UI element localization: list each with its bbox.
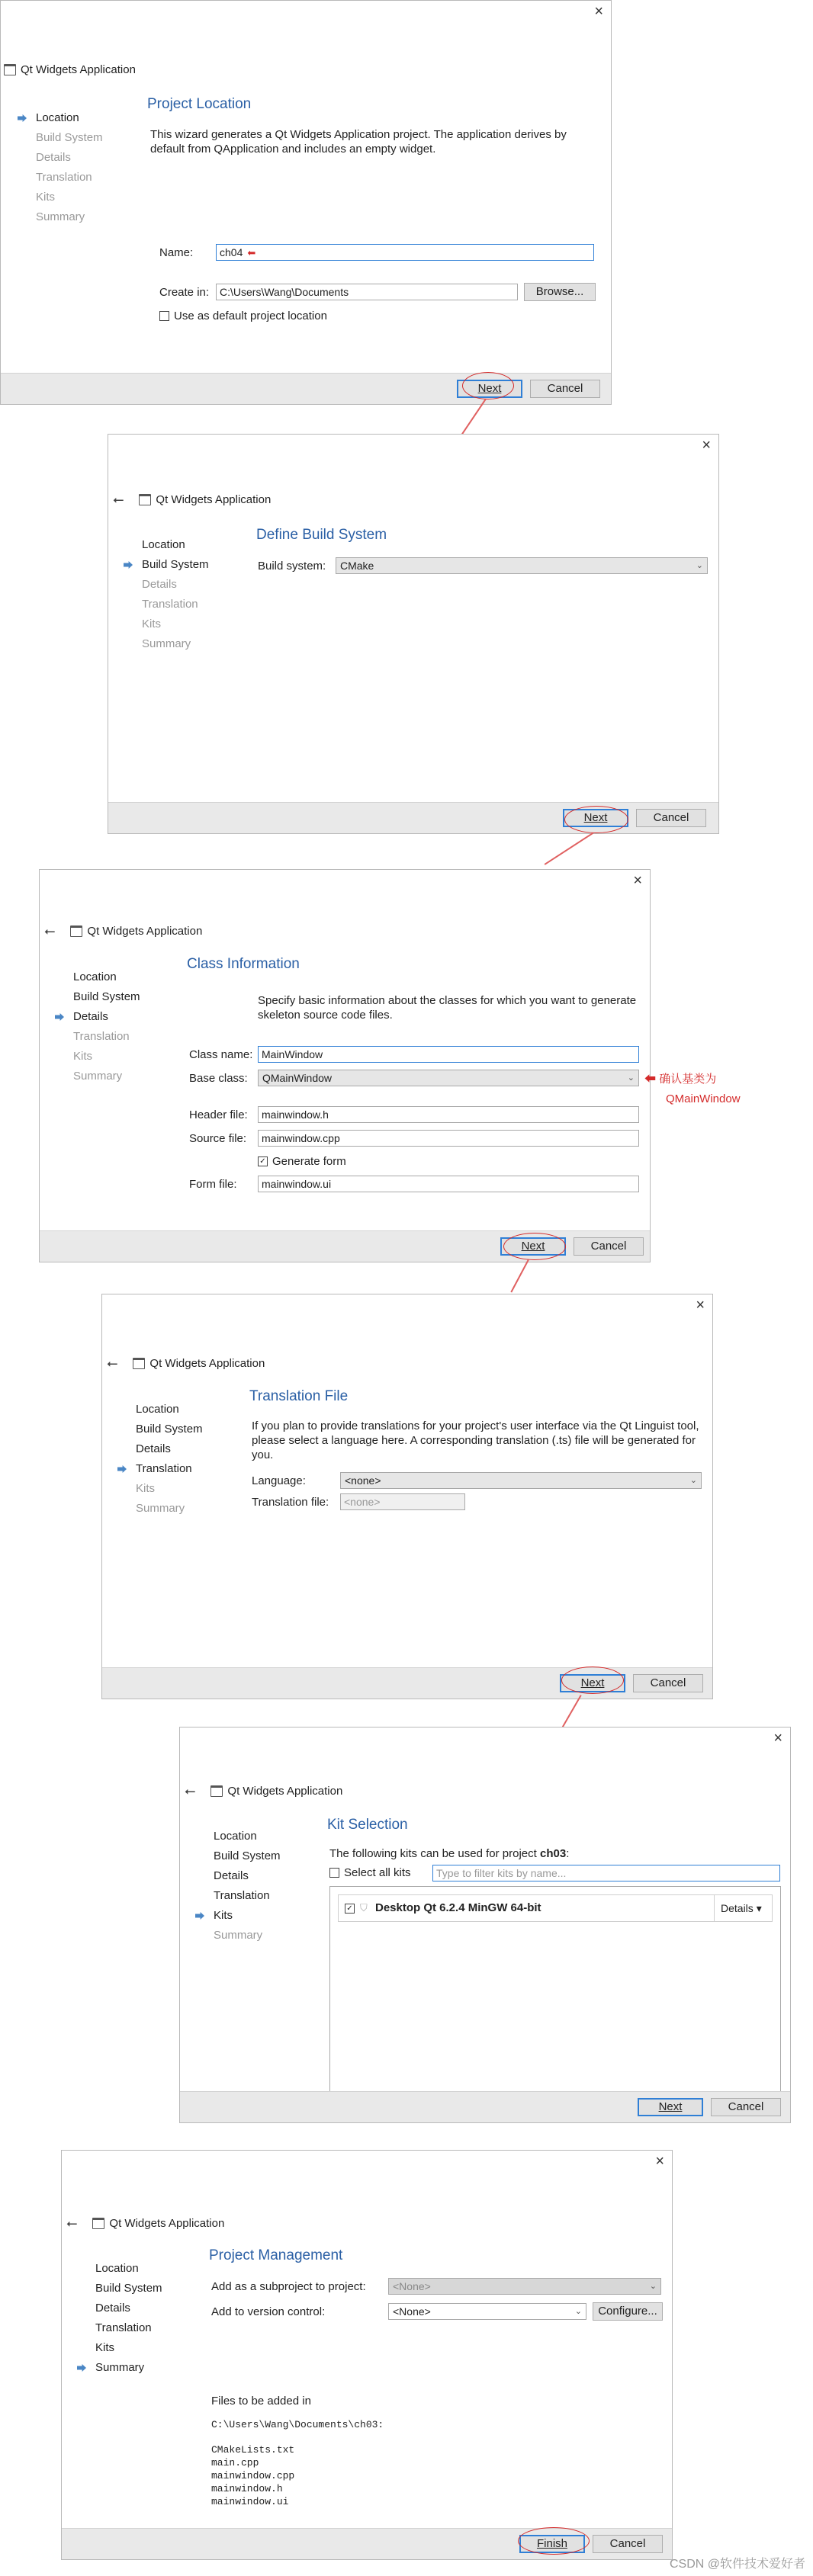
next-button[interactable]: Next	[638, 2098, 703, 2116]
step-details: Details	[36, 151, 71, 164]
app-icon	[92, 2218, 104, 2229]
chevron-down-icon: ⌄	[574, 2307, 582, 2316]
page-title: Class Information	[187, 956, 300, 972]
arrow-pointer-icon: ⬅	[644, 1073, 657, 1086]
step-translation: Translation	[142, 598, 198, 611]
watermark: CSDN @软件技术爱好者	[669, 2558, 805, 2571]
file-item: main.cpp	[211, 2457, 259, 2469]
app-title: Qt Widgets Application	[156, 493, 272, 506]
back-arrow-icon[interactable]: ⭠	[107, 1355, 118, 1371]
close-icon[interactable]: ×	[594, 3, 603, 20]
header-file-field[interactable]: mainwindow.h	[258, 1106, 639, 1123]
wizard-dialog-translation	[101, 1294, 713, 1699]
step-kits: Kits	[95, 2341, 115, 2354]
step-list	[122, 535, 209, 654]
build-system-label: Build system:	[258, 560, 326, 573]
step-kits: Kits	[142, 618, 162, 630]
step-kits: Kits	[194, 1906, 281, 1926]
chevron-down-icon: ⌄	[627, 1073, 635, 1083]
intro-text: This wizard generates a Qt Widgets Application project. The application derives by default from QApplication and includes an empty widget.	[150, 128, 567, 156]
version-control-select[interactable]: <None> ⌄	[388, 2303, 586, 2320]
translation-file-field: <none>	[340, 1493, 465, 1510]
step-list	[116, 1400, 203, 1519]
next-button[interactable]: Next	[560, 1674, 625, 1692]
create-in-field[interactable]: C:\Users\Wang\Documents	[216, 284, 518, 300]
step-summary: Summary	[36, 210, 85, 223]
translation-file-label: Translation file:	[252, 1496, 329, 1509]
step-details: Details	[136, 1442, 171, 1455]
class-name-label: Class name:	[189, 1048, 253, 1061]
default-location-checkbox[interactable]	[159, 310, 327, 322]
step-details: Details	[53, 1007, 140, 1027]
kit-checkbox[interactable]: ✓	[345, 1904, 355, 1914]
checkbox-label: Select all kits	[344, 1866, 411, 1879]
step-list	[16, 108, 103, 227]
step-location: Location	[73, 970, 117, 983]
page-title: Define Build System	[256, 527, 387, 543]
step-summary: Summary	[73, 1070, 123, 1083]
cancel-button[interactable]: Cancel	[711, 2098, 781, 2116]
files-heading: Files to be added in	[211, 2395, 311, 2408]
step-location: Location	[142, 538, 185, 551]
checkbox-label: Generate form	[272, 1155, 346, 1168]
kit-details-button[interactable]: Details ▾	[714, 1895, 772, 1921]
step-list	[194, 1827, 281, 1946]
wizard-dialog-kits	[179, 1727, 791, 2123]
annotation-circle	[503, 1233, 566, 1260]
step-build-system: Build System	[136, 1423, 203, 1436]
cancel-button[interactable]: Cancel	[633, 1674, 703, 1692]
app-icon	[210, 1785, 223, 1797]
annotation-arrow	[511, 1259, 529, 1292]
close-icon[interactable]: ×	[655, 2153, 664, 2170]
step-details: Details	[142, 578, 177, 591]
checkbox-box[interactable]: ✓	[258, 1156, 268, 1166]
kit-list-panel	[329, 1886, 781, 2107]
step-summary: Summary	[142, 637, 191, 650]
app-icon	[139, 494, 151, 505]
step-build-system: Build System	[36, 131, 103, 144]
class-name-field[interactable]: MainWindow	[258, 1046, 639, 1063]
kit-name: Desktop Qt 6.2.4 MinGW 64-bit	[375, 1901, 541, 1914]
app-title: Qt Widgets Application	[109, 2217, 225, 2230]
app-title: Qt Widgets Application	[227, 1785, 343, 1798]
step-list	[76, 2259, 162, 2378]
annotation-circle	[561, 1667, 624, 1694]
form-file-label: Form file:	[189, 1178, 237, 1191]
file-item: mainwindow.h	[211, 2483, 283, 2494]
annotation-circle	[518, 2527, 590, 2555]
window-title	[107, 1355, 265, 1371]
source-file-field[interactable]: mainwindow.cpp	[258, 1130, 639, 1147]
window-title	[185, 1783, 342, 1799]
source-file-label: Source file:	[189, 1132, 247, 1145]
next-button[interactable]: Next	[500, 1237, 566, 1256]
step-build-system: Build System	[214, 1849, 281, 1862]
kit-intro: The following kits can be used for project ch03:	[329, 1847, 570, 1860]
header-file-label: Header file:	[189, 1108, 248, 1121]
wizard-dialog-build-system	[108, 434, 719, 834]
annotation-note: ⬅ 确认基类为 QMainWindow	[644, 1073, 741, 1105]
step-location: Location	[214, 1830, 257, 1843]
build-system-select[interactable]: CMake ⌄	[336, 557, 708, 574]
step-list	[53, 967, 140, 1086]
app-title: Qt Widgets Application	[87, 925, 203, 938]
chevron-down-icon: ⌄	[696, 561, 703, 570]
create-in-label: Create in:	[159, 286, 210, 299]
page-title: Translation File	[249, 1388, 349, 1404]
annotation-circle	[564, 806, 628, 833]
wizard-dialog-summary	[61, 2150, 673, 2560]
next-button[interactable]: Next	[563, 809, 628, 827]
cancel-button[interactable]: Cancel	[593, 2535, 663, 2553]
step-kits: Kits	[73, 1050, 93, 1063]
page-title: Project Management	[209, 2247, 343, 2263]
file-item: mainwindow.ui	[211, 2496, 289, 2507]
page-title: Project Location	[147, 96, 252, 112]
base-class-label: Base class:	[189, 1072, 248, 1085]
step-location: Location	[16, 108, 103, 128]
wizard-dialog-details	[39, 869, 651, 1262]
step-build-system: Build System	[73, 990, 140, 1003]
caret-down-icon: ▾	[756, 1902, 762, 1914]
step-translation: Translation	[95, 2321, 152, 2334]
kit-row[interactable]	[338, 1894, 773, 1922]
close-icon[interactable]: ×	[696, 1297, 705, 1314]
language-select[interactable]: <none> ⌄	[340, 1472, 702, 1489]
back-arrow-icon[interactable]: ⭠	[44, 923, 56, 938]
step-summary: Summary	[136, 1502, 185, 1515]
step-location: Location	[136, 1403, 179, 1416]
generate-form-checkbox[interactable]	[258, 1155, 346, 1168]
wizard-dialog-location	[0, 0, 612, 405]
base-class-select[interactable]: QMainWindow ⌄	[258, 1070, 639, 1086]
step-location: Location	[95, 2262, 139, 2275]
checkbox-box[interactable]	[159, 311, 169, 321]
kit-shield-icon: ⛉	[360, 1902, 368, 1914]
version-control-label: Add to version control:	[211, 2305, 326, 2318]
window-title	[44, 923, 202, 939]
chevron-down-icon: ⌄	[689, 1476, 697, 1485]
name-field[interactable]: ch04 ⬅	[216, 244, 594, 261]
step-build-system: Build System	[95, 2282, 162, 2295]
app-icon	[133, 1358, 145, 1369]
step-build-system: Build System	[122, 555, 209, 575]
name-label: Name:	[159, 246, 194, 259]
cancel-button[interactable]: Cancel	[636, 809, 706, 827]
step-details: Details	[214, 1869, 249, 1882]
intro-text: If you plan to provide translations for your project's user interface via the Qt Linguist tool, please select a language here. A corresponding translation (.ts) file will be generated for you.	[252, 1420, 699, 1461]
file-list	[211, 2443, 294, 2508]
browse-button[interactable]: Browse...	[524, 283, 596, 301]
cancel-button[interactable]: Cancel	[574, 1237, 644, 1256]
finish-button[interactable]: Finish	[519, 2535, 585, 2553]
step-kits: Kits	[136, 1482, 156, 1495]
file-item: CMakeLists.txt	[211, 2444, 295, 2456]
step-translation: Translation	[73, 1030, 130, 1043]
intro-text: Specify basic information about the classes for which you want to generate skeleton source code files.	[258, 994, 637, 1022]
annotation-arrow	[545, 832, 594, 865]
language-label: Language:	[252, 1474, 306, 1487]
step-kits: Kits	[36, 191, 56, 204]
step-translation: Translation	[116, 1459, 203, 1479]
chevron-down-icon: ⌄	[649, 2282, 657, 2291]
step-translation: Translation	[36, 171, 92, 184]
app-title: Qt Widgets Application	[21, 63, 136, 76]
close-icon[interactable]: ×	[633, 872, 642, 889]
page-title: Kit Selection	[327, 1817, 408, 1833]
annotation-circle	[462, 372, 514, 399]
app-title: Qt Widgets Application	[149, 1357, 265, 1370]
annotation-arrow	[562, 1695, 581, 1727]
subproject-select: <None> ⌄	[388, 2278, 661, 2295]
step-details: Details	[95, 2302, 130, 2315]
kit-filter-input[interactable]: Type to filter kits by name...	[432, 1865, 780, 1881]
back-arrow-icon[interactable]: ⭠	[66, 2215, 78, 2231]
files-path: C:\Users\Wang\Documents\ch03:	[211, 2419, 384, 2430]
window-title	[66, 2215, 224, 2231]
close-icon[interactable]: ×	[702, 437, 711, 454]
form-file-field[interactable]: mainwindow.ui	[258, 1176, 639, 1192]
select-all-kits-checkbox[interactable]	[329, 1866, 411, 1879]
back-arrow-icon[interactable]: ⭠	[113, 492, 124, 507]
checkbox-box[interactable]	[329, 1868, 339, 1878]
next-button[interactable]: Next	[457, 380, 522, 398]
step-summary: Summary	[76, 2358, 162, 2378]
window-title	[113, 492, 271, 508]
close-icon[interactable]: ×	[773, 1730, 782, 1747]
arrow-pointer-icon: ⬅	[247, 247, 256, 258]
step-summary: Summary	[214, 1929, 263, 1942]
app-icon	[4, 64, 16, 75]
subproject-label: Add as a subproject to project:	[211, 2280, 366, 2293]
back-arrow-icon[interactable]: ⭠	[185, 1783, 196, 1798]
window-title	[4, 63, 136, 76]
configure-button[interactable]: Configure...	[593, 2302, 663, 2321]
app-icon	[70, 925, 82, 937]
step-translation: Translation	[214, 1889, 270, 1902]
dialog-footer	[1, 373, 611, 404]
checkbox-label: Use as default project location	[174, 310, 327, 322]
file-item: mainwindow.cpp	[211, 2470, 295, 2481]
cancel-button[interactable]: Cancel	[530, 380, 600, 398]
dialog-footer	[180, 2091, 790, 2122]
